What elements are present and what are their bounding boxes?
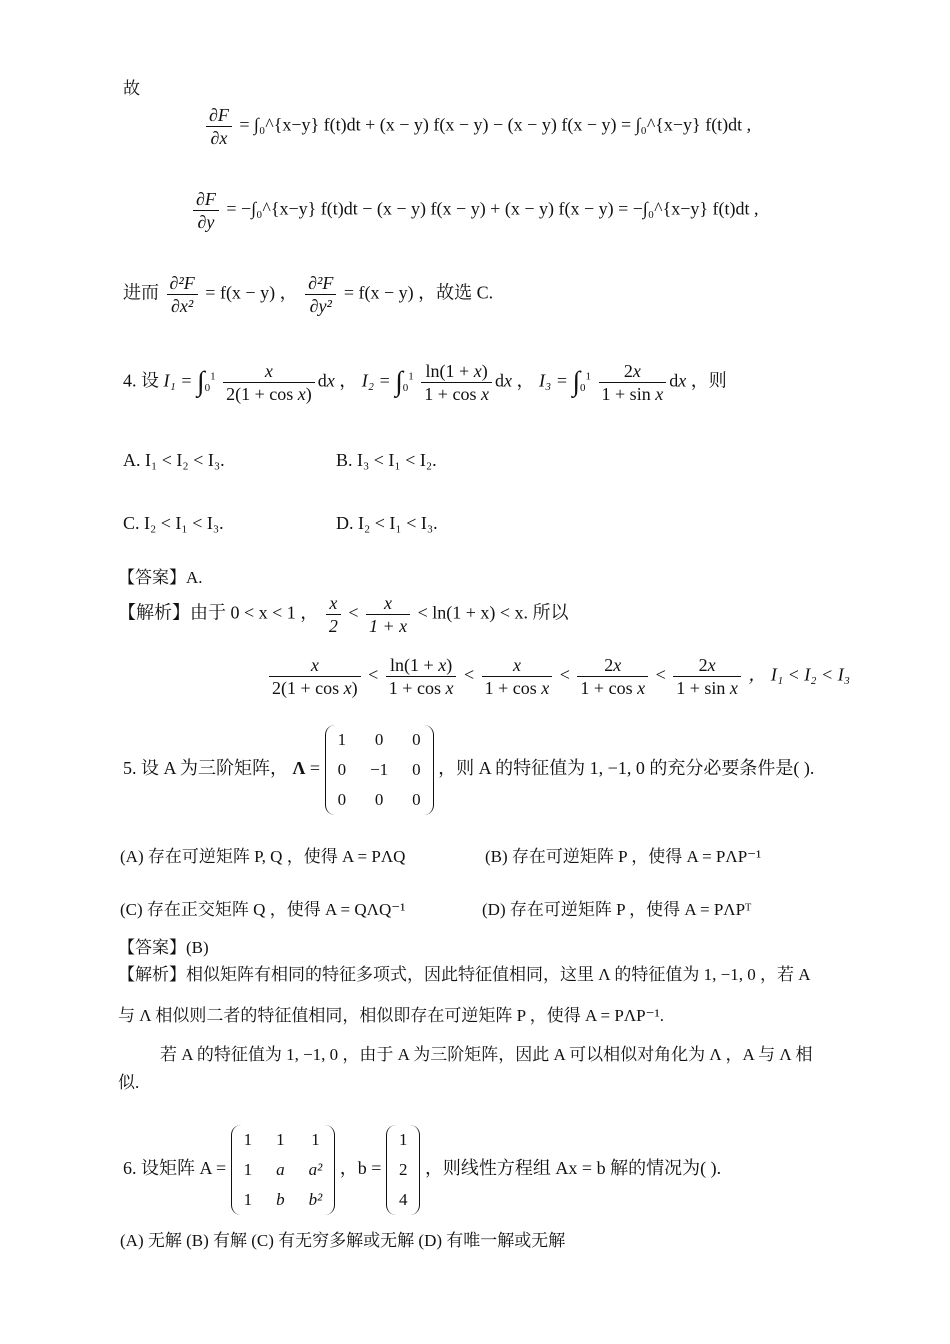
q4-stem-prefix: 4. 设 (123, 370, 159, 391)
q4-option-a: A. I₁ < I₂ < I₃. (123, 450, 225, 470)
second-x-rhs: = f(x − y) ， (205, 282, 298, 303)
q5-stem: 5. 设 A 为三阶矩阵， Λ = 1 0 0 0 −1 0 0 0 0 ，则 A 的特征值为 1, −1, 0 的充分必要条件是( ). (123, 725, 814, 815)
q4-stem: 4. 设 $I_1 = \int_0^1$ $\frac{x}{\text{2(1 + cos x)}}$ dx ， $I_2 = \int_0^1$ $\frac{\ln(1 + x)}{\text{1 + cos x}}$ dx ， $I_3 = \int_0^1$ $\frac{2x}{\text{1 + sin x}}$ dx ，则 (123, 361, 727, 404)
q5-stem-prefix: 5. 设 A 为三阶矩阵， (123, 758, 289, 779)
i1-fraction: $\frac{x}{\text{2(1 + cos x)}}$ (223, 360, 315, 405)
q4-chain-tail: ， I₁ < I₂ < I₃ (748, 664, 850, 685)
q6-options: (A) 无解 (B) 有解 (C) 有无穷多解或无解 (D) 有唯一解或无解 (120, 1231, 566, 1250)
q5-stem-suffix: ，则 A 的特征值为 1, −1, 0 的充分必要条件是( ). (438, 758, 815, 779)
dFdx-rhs: = ∫₀^{x−y} f(t)dt + (x − y) f(x − y) − (x − y) f(x − y) = ∫₀^{x−y} f(t)dt , (239, 114, 752, 135)
b-vector: 1 2 4 (386, 1125, 421, 1215)
q4-answer: 【答案】A. (118, 568, 203, 587)
i2-fraction: $\frac{\ln(1 + x)}{\text{1 + cos x}}$ (421, 360, 492, 405)
q5-answer: 【答案】(B) (118, 938, 209, 957)
q5-analysis-line3: 若 A 的特征值为 1, −1, 0 ，由于 A 为三阶矩阵，因此 A 可以相似对角化为 Λ ，A 与 Λ 相 (160, 1045, 813, 1064)
a-matrix: 1 1 1 1 a a² 1 b b² (231, 1125, 336, 1215)
q4-stem-suffix: ，则 (690, 370, 727, 391)
q5-option-d: (D) 存在可逆矩阵 P ，使得 A = PΛPᵀ (482, 900, 752, 919)
i3-fraction: $\frac{2x}{\text{1 + sin x}}$ (599, 360, 667, 405)
dFdy-fraction: $\frac{\partial F}{\partial y}$ (193, 188, 219, 233)
q4-analysis-prefix: 【解析】由于 0 < x < 1 ， (118, 602, 319, 623)
dFdy-equation (190, 188, 758, 233)
q5-analysis-line1: 【解析】相似矩阵有相同的特征多项式，因此特征值相同，这里 Λ 的特征值为 1, −1, 0 ，若 A (118, 965, 811, 984)
gu-text: 故 (123, 79, 140, 98)
q5-option-c: (C) 存在正交矩阵 Q ，使得 A = QΛQ⁻¹ (120, 900, 406, 919)
dFdx-equation (203, 104, 751, 149)
q4-option-d: D. I₂ < I₁ < I₃. (336, 513, 438, 533)
q6-stem-prefix: 6. 设矩阵 A = (123, 1158, 227, 1179)
x-over-1plusx: $\frac{x}{1 + x}$ (366, 592, 410, 637)
q4-option-c: C. I₂ < I₁ < I₃. (123, 513, 224, 533)
second-y-rhs: = f(x − y) ，故选 C. (343, 282, 494, 303)
q5-analysis-line4: 似. (118, 1073, 140, 1092)
q5-option-a: (A) 存在可逆矩阵 P, Q ，使得 A = PΛQ (120, 847, 406, 866)
q5-analysis-line2: 与 Λ 相似则二者的特征值相同，相似即存在可逆矩阵 P ，使得 A = PΛP⁻¹. (118, 1006, 664, 1025)
q6-stem (123, 1125, 721, 1215)
q4-inequality-chain: $\frac{x}{\text{2(1 + cos x)}}$ < $\frac{\ln(1 + x)}{\text{1 + cos x}}$ < $\frac{x}{\text{1 + cos x}}$ < $\frac{2x}{\text{1 + cos x}}$ < $\frac{2x}{\text{1 + sin x}}$ ， I₁ < I₂ < I₃ (266, 654, 850, 699)
second-derivatives-line (123, 272, 493, 317)
q4-analysis-suffix: < ln(1 + x) < x. 所以 (417, 602, 569, 623)
q6-b-label: ，b = (339, 1158, 382, 1179)
q5-option-b: (B) 存在可逆矩阵 P ，使得 A = PΛP⁻¹ (485, 847, 762, 866)
x-over-2: $\frac{x}{2}$ (326, 592, 341, 637)
lambda-matrix: 1 0 0 0 −1 0 0 0 0 (325, 725, 434, 815)
jin-text: 进而 (123, 282, 159, 303)
q4-option-b: B. I₃ < I₁ < I₂. (336, 450, 437, 470)
d2Fdx2-fraction: $\frac{\text{∂²F}}{\text{∂x²}}$ (167, 272, 198, 317)
dFdx-fraction: $\frac{\partial F}{\partial x}$ (206, 104, 232, 149)
q4-analysis: 【解析】由于 0 < x < 1 ， $\frac{x}{2}$ < $\frac{x}{1 + x}$ < ln(1 + x) < x. 所以 (118, 593, 569, 636)
q6-stem-suffix: ，则线性方程组 Ax = b 解的情况为( ). (424, 1158, 722, 1179)
dFdy-rhs: = −∫₀^{x−y} f(t)dt − (x − y) f(x − y) + (x − y) f(x − y) = −∫₀^{x−y} f(t)dt , (226, 198, 759, 219)
d2Fdy2-fraction: $\frac{\text{∂²F}}{\text{∂y²}}$ (305, 272, 336, 317)
